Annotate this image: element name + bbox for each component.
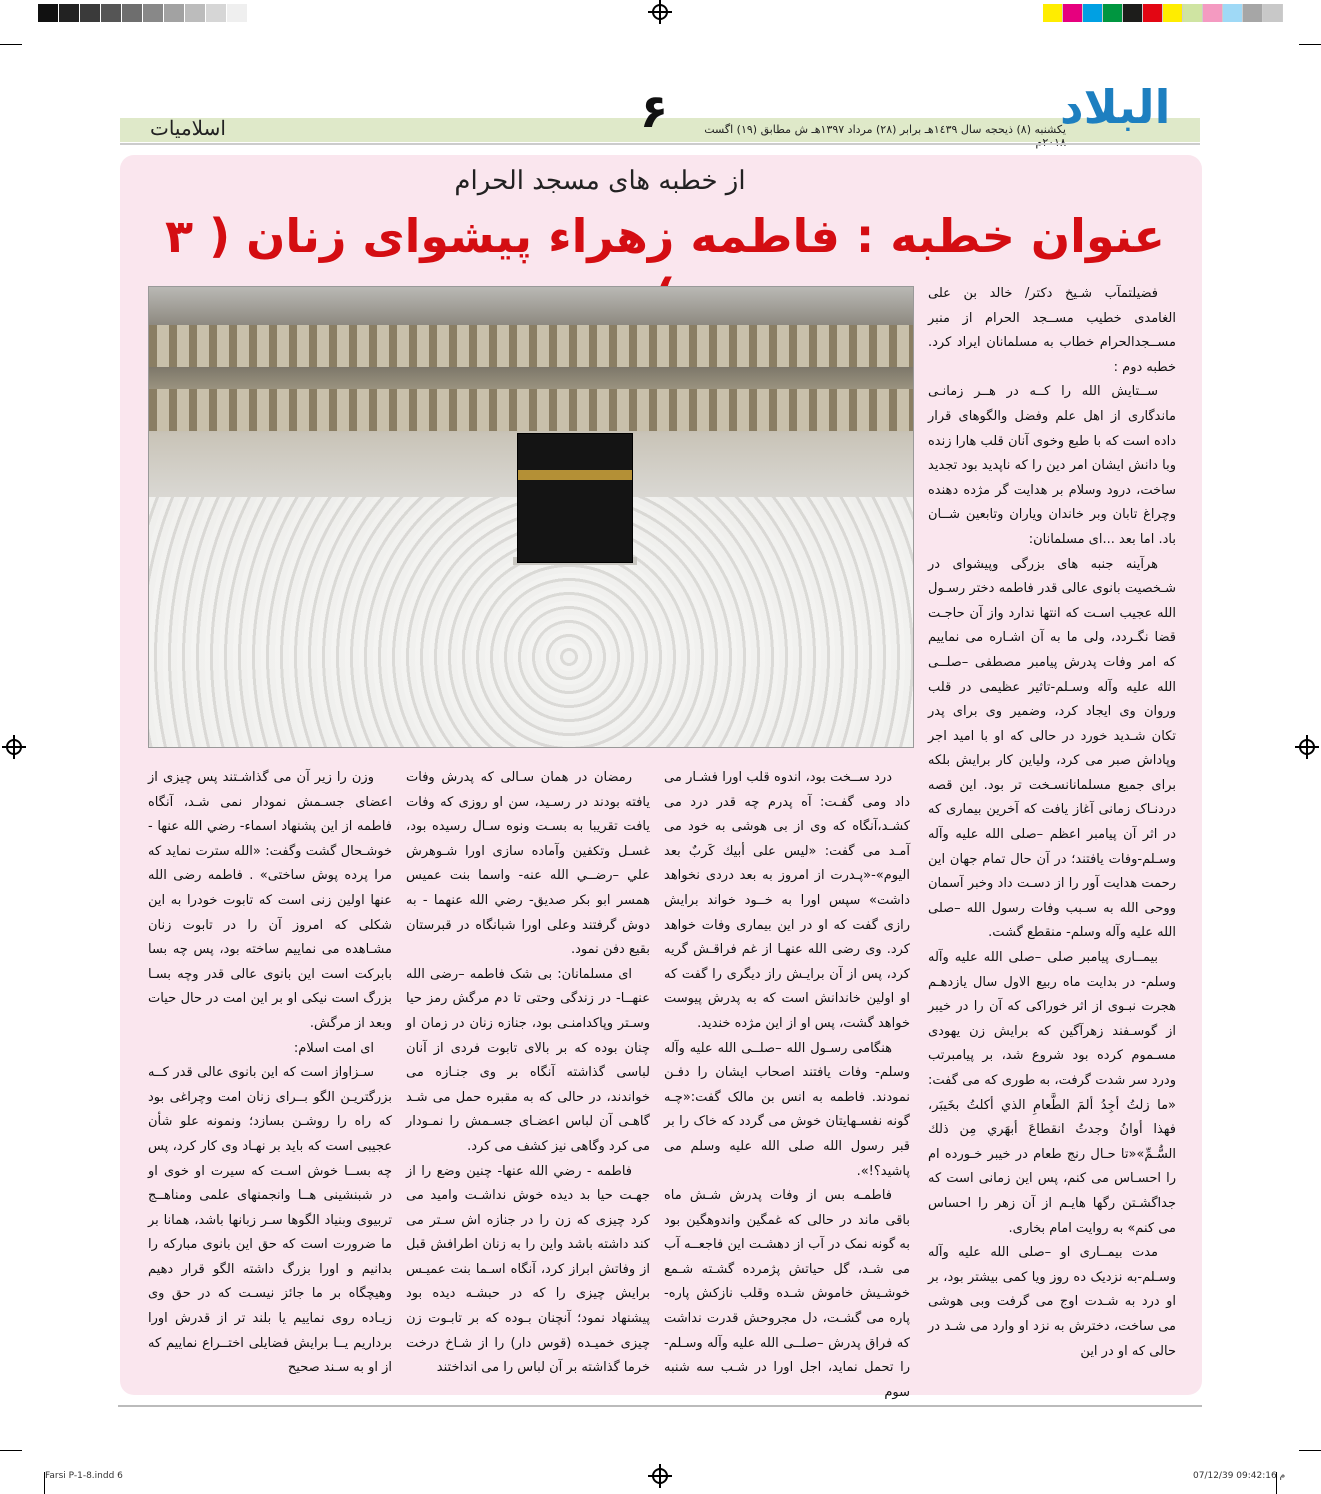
color-swatch — [1223, 4, 1243, 22]
column-right — [928, 282, 1176, 1364]
gray-swatch — [164, 4, 185, 22]
gray-swatch — [38, 4, 59, 22]
color-swatch — [1203, 4, 1223, 22]
paragraph: رمضان در همان سـالی که پدرش وفات یافته بودند در رسـید، سن او روزی که وفات یافت تقریبا به بسـت ونوه سـال رسیده بود، غسـل وتکفین وآماده سازی اورا شـوهرش علي –رضــي الله عنه- واسما بنت عمیس همسر ابو بکر صدیق- رضي الله عنهما - به دوش گرفتند وعلی اورا شبانگاه در قبرستان بقیع دفن نمود. — [406, 770, 650, 958]
color-swatch — [1143, 4, 1163, 22]
gray-swatch — [248, 4, 269, 22]
crop-mark — [0, 44, 22, 45]
article-kicker: از خطبه های مسجد الحرام — [454, 166, 746, 196]
gray-swatch — [59, 4, 80, 22]
paragraph: فاطمـه بس از وفات پدرش شـش ماه باقی ماند در حالی که غمگین واندوهگین بود به گونه نمک در آب از دهشـت این فاجعــه آب می شـد، گل حیاتش پژمرده گشـته شـمع خوشـیش خاموش شـده وقلب نازکش پاره-پاره می گشـت، دل مجروحش قدرت نداشت که فراق پدرش –صلــی الله علیه وآله وسـلم- را تحمل نماید، اجل اورا در شـب سه شنبه سوم — [664, 1188, 910, 1400]
color-swatch — [1263, 4, 1283, 22]
crop-mark — [0, 1450, 22, 1451]
gray-swatch — [206, 4, 227, 22]
registration-mark-icon — [652, 4, 668, 20]
color-swatch — [1083, 4, 1103, 22]
column-1 — [148, 766, 392, 1381]
footer-divider — [118, 1405, 1202, 1407]
file-slug: Farsi P-1-8.indd 6 — [45, 1471, 123, 1481]
mosque-arcade-lower — [149, 389, 913, 431]
gray-swatch — [185, 4, 206, 22]
page-number: ۶ — [640, 84, 669, 138]
gray-swatch — [227, 4, 248, 22]
paragraph: ای امت اسلام: — [293, 1040, 374, 1056]
paragraph: سـزاواز است که این بانوی عالی قدر کــه بزرگتریـن الگو بــرای زنان امت وچراغی بود که راه را روشـن بسازد؛ ونمونه علو شأن عجیبی است که باید بر نهـاد وی کار کرد، پس چه بســا خوش اسـت که سیرت او خوی او در شبنشینی هــا وانجمنهای علمی ومناهــج تربیوی وبنیاد الگوها سـر زبانها باشد، همانا بر ما ضرورت است که حق این بانوی مبارکه را بدانیم و اورا بزرگ داشته الگو قرار دهیم وهیچگاه بر ما جائز نیسـت که در حق وی زیـاده روی نماییم یا بلند تر از قدرش اورا برداریم یــا برایش فضایلی اختــراع نماییم که از او به سـند صحیح — [148, 1065, 392, 1376]
color-swatch — [1103, 4, 1123, 22]
paragraph: ای مسلمانان: بی شک فاطمه –رضی الله عنهــا- در زندگی وحتی تا دم مرگش رمز حیا وسـتر وپاکدامنـی بود، جنازه زنان در زمان او چنان بوده که بر بالای تابوت فردی از آنان لباسی گذاشته آنگاه بر وی جنـازه می خواندند، در حالی که به مقبره حمل می شـد گاهـی آن لباس اعضـای جسـمش را نمـودار می کرد وگاهی نیز کشف می کرد. — [406, 966, 650, 1154]
color-swatch — [1163, 4, 1183, 22]
registration-mark-icon — [6, 739, 22, 755]
crop-mark — [1299, 1450, 1321, 1451]
masthead-divider — [120, 143, 1200, 145]
gray-swatch — [80, 4, 101, 22]
kaaba — [517, 433, 633, 563]
kaaba-gold-band — [518, 470, 632, 480]
paragraph: مدت بیمــاری او –صلی الله علیه وآله وسـلم-به نزدیک ده روز ویا کمی بیشتر بود، بر او درد به شـدت اوج می گرفت وبی هوشی می ساخت، دخترش به نزد او وارد می شـد در حالی که او در این — [928, 1245, 1176, 1359]
color-calibration-bar — [1043, 4, 1283, 22]
color-swatch — [1243, 4, 1263, 22]
print-timestamp: 07/12/39 09:42:16 م — [1193, 1471, 1286, 1481]
kaaba-photo — [148, 286, 914, 748]
newspaper-logo[interactable]: البلاد — [1060, 80, 1171, 134]
crop-mark — [1299, 44, 1321, 45]
paragraph: بیمــاری پیامبر صلی –صلی الله علیه وآله وسلم- در بدایت ماه ربیع الاول سال یازدهـم هجرت نبـوی از اثر خوراکی که آن را در خیبر از گوسـفند زهرآگین که برایش زن یهودی مسـموم کرده بود شروع شد، بر پیامبرتب ودرد سر شدت گرفت، به طوری که می گفت: «ما زلتُ أجِدُ ألمَ الطَّعامِ الذي أكلتُ بخَيبَر، فهذا أوانُ وجدتُ انقطاعَ أبهَري مِن ذلك السُّـمِّ»«تا حـال رنج طعام در خیبر خـورده ام را احسـاس می کنم، پس این زمانی است که جداگشـتن رگها هایـم از آن زهر را احساس می کنم» به روایت امام بخاری. — [928, 950, 1176, 1236]
color-swatch — [1043, 4, 1063, 22]
registration-mark-icon — [1299, 739, 1315, 755]
paragraph: درد ســخت بود، اندوه قلب اورا فشـار می داد ومی گفـت: آه پدرم چه قدر درد می کشـد،آنگاه که وی از بی هوشی به خود می آمـد می گفت: «لیس علی أبيك كَربٌ بعد اليوم»-«پـدرت از امروز به بعد دردی نخواهد داشت» سپس اورا به خــود خواند برایش رازی گفت که او در این بیماری وفات خواهد کرد. وی رضی الله عنهـا از غم فراقـش گریه کرد، پس از آن برایـش راز دیگری را گفت که او اولین خاندانش است که به پدرش پیوست خواهد گشت، پس او از این مژده خندید. — [664, 770, 910, 1031]
issue-date: یکشنبه (٨) ذیحجه سال ١٤٣٩هـ برابر (٢٨) مرداد ١٣٩٧هـ ش مطابق (١٩) اگست — [704, 123, 1066, 136]
paragraph: فضیلتمآب شـیخ دکتر/ خالد بن علی الغامدی خطیب مســجد الحرام از منبر مســجدالحرام خطاب به مسلمانان ایراد کرد. خطبه دوم : — [928, 286, 1176, 375]
grayscale-calibration-bar — [38, 4, 269, 22]
column-3 — [664, 766, 910, 1405]
registration-mark-icon — [652, 1468, 668, 1484]
color-swatch — [1063, 4, 1083, 22]
mosque-arcade-upper — [149, 325, 913, 367]
paragraph: هرآینه جنبه های بزرگی وپیشوای در شـخصیت بانوی عالی قدر فاطمه دختر رسـول الله عجیب اسـت که انتها ندارد واز آن حاجـت قضا نگـردد، ولی ما به آن اشـاره می نمایيم که امر وفات پدرش پیامبر مصطفی –صلــی الله علیه وآله وسـلم-تاثیر عظیمی در قلب وروان وی ایجاد کرد، وضمیر وی برای پدر تکان شـدید خورد در حالی که او با امید اجر وپاداش صبر می کرد، ولیاین کار برایش بلکه برای جمیع مسلمانانسـخت تر بود. این قصه دردنـاک زمانی آغاز یافت که آخرین بیماری که در اثر آن پیامبر اعظم –صلی الله علیه وآله وسـلم-وفات یافتند؛ در آن حال تمام جهان این رحمت هدایت آور را از دسـت داد وخبر آسمان ووحی الله به سـبب وفات رسول الله –صلی الله علیه وآله وسلم- منقطع گشت. — [928, 556, 1176, 941]
paragraph: هنگامی رسـول الله –صلــی الله علیه وآله وسلم- وفات یافتند اصحاب ایشان را دفـن نمودند. فاطمه به انس بن مالک گفت:«چـه گونه نفسـهایتان خوش می گردد که خاک را بر قبر رسول الله صلی الله علیه وسلم می پاشید؟!». — [664, 1040, 910, 1179]
section-title: اسلامیات — [150, 116, 226, 140]
paragraph: وزن را زیر آن می گذاشـتند پس چیزی از اعضای جسـمش نمودار نمی شـد، آنگاه فاطمه از این پشنهاد اسماء- رضي الله عنها - خوشـحال گشت وگفت: «الله سترت نماید که مرا پرده پوش ساختی» . فاطمه رضی الله عنها اولین زنی است که تابوت خودرا به این شکلی که امروز آن را در تابوت زنان مشـاهده می نماییم ساخته بود، پس چه بسا بابرکت است این بانوی عالی قدر وچه بسـا بزرگ است نیکی او بر این امت در حال حیات وبعد از مرگش. — [148, 770, 392, 1031]
paragraph: ســتایش الله را کــه در هــر زمانـی ماندگاری از اهل علم وفضل والگوهای قرار داده است که با طبع وخوی آنان قلب هارا زنده وبا دانش ایشان امر دین را که ناپدید بود تجدید ساخت، درود وسلام بر هدایت گر مژده دهنده وچراغ تابان وبر خاندان ویاران وتابعین شــان باد. اما بعد ...ای مسلمانان: — [928, 384, 1176, 547]
gray-swatch — [143, 4, 164, 22]
paragraph: فاطمه - رضي الله عنها- چنین وضع را از جهـت حیا بد دیده خوش نداشـت وامید می کرد چیزی که زن را در جنازه اش سـتر می کند داشته باشد واین را به زنان اطرافش قبل از وفاتش ابراز کرد، آنگاه اسـما بنت عمیـس برایش چیزی را که در حبشـه دیده بود پیشنهاد نمود؛ آنچنان بـوده که بر تابـوت زن چیزی خمیـده (قوس دار) را از شـاخ درخت خرما گذاشته بر آن لباس را می انداختند — [406, 1163, 650, 1376]
article-headline: عنوان خطبه : فاطمه زهراء پیشوای زنان ( ۳ — [165, 209, 1165, 263]
column-2 — [406, 766, 650, 1381]
gray-swatch — [122, 4, 143, 22]
gray-swatch — [101, 4, 122, 22]
color-swatch — [1183, 4, 1203, 22]
color-swatch — [1123, 4, 1143, 22]
